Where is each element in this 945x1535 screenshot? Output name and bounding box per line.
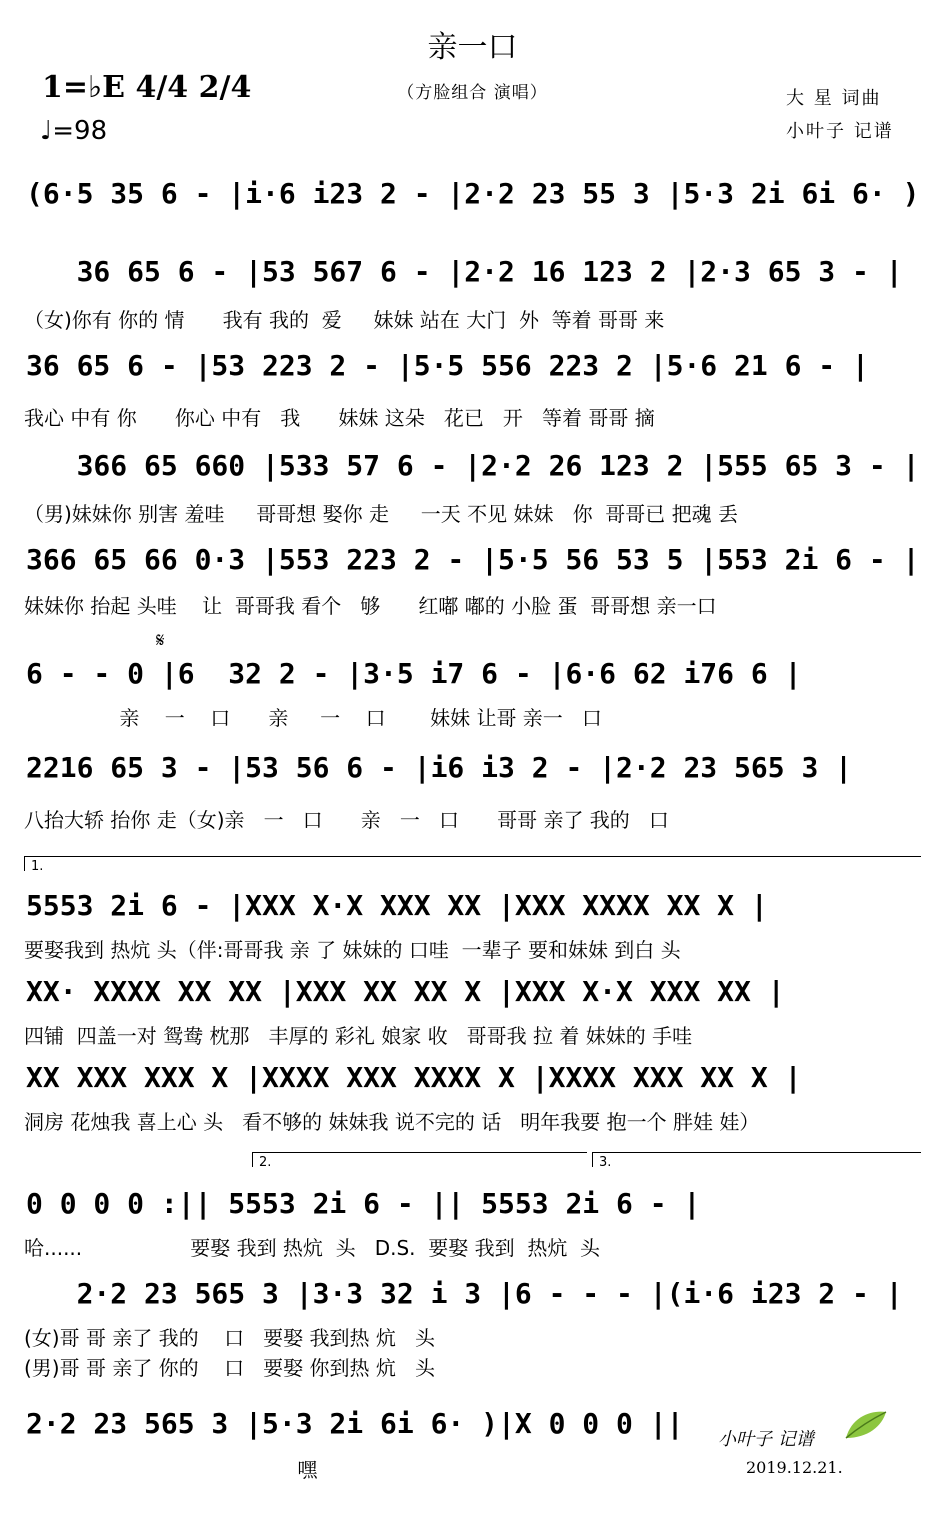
second-ending-bracket <box>252 1152 587 1170</box>
transcription-date: 2019.12.21. <box>746 1458 843 1477</box>
performer-subtitle: （方脸组合 演唱） <box>397 83 548 103</box>
notation-row-6: 6 - - 0 |6 32 2 - |3·5 i7 6 - |6·6 62 i76 6 | <box>26 657 802 690</box>
notation-row-4: 366 65 660 |533 57 6 - |2·2 26 123 2 |555 65 3 - | <box>26 449 920 482</box>
lyric-row-6: 八抬大轿 抬你 走（女)亲 一 口 亲 一 口 哥哥 亲了 我的 口 <box>24 808 669 832</box>
lyric-row-3: （男)妹妹你 别害 羞哇 哥哥想 娶你 走 一天 不见 妹妹 你 哥哥已 把魂 丢 <box>24 502 739 526</box>
lyric-row-12: (男)哥 哥 亲了 你的 口 要娶 你到热 炕 头 <box>24 1356 435 1380</box>
leaf-icon <box>842 1408 890 1442</box>
notation-row-5: 366 65 66 0·3 |553 223 2 - |5·5 56 53 5 |553 2i 6 - | <box>26 543 920 576</box>
transcriber-seal-name: 小叶子 记谱 <box>718 1429 814 1450</box>
lyric-row-9: 洞房 花烛我 喜上心 头 看不够的 妹妹我 说不完的 话 明年我要 抱一个 胖娃 娃） <box>24 1110 760 1134</box>
lyric-row-2: 我心 中有 你 你心 中有 我 妹妹 这朵 花已 开 等着 哥哥 摘 <box>24 406 655 430</box>
notation-row-8: 5553 2i 6 - |XXX X·X XXX XX |XXX XXXX XX X | <box>26 889 768 922</box>
notation-row-2: 36 65 6 - |53 567 6 - |2·2 16 123 2 |2·3 65 3 - | <box>26 255 903 288</box>
lyric-row-13: 嘿 <box>24 1458 318 1482</box>
lyric-row-11: (女)哥 哥 亲了 我的 口 要娶 我到热 炕 头 <box>24 1326 435 1350</box>
lyricist-composer-credit: 大 星 词曲 <box>786 88 882 109</box>
first-ending-label: 1. <box>31 859 44 874</box>
lyric-row-7: 要娶我到 热炕 头（伴:哥哥我 亲 了 妹妹的 口哇 一辈子 要和妹妹 到白 头 <box>24 938 681 962</box>
third-ending-bracket <box>592 1152 921 1170</box>
song-title: 亲一口 <box>427 30 518 65</box>
key-signature: 1=♭E 4/4 2/4 <box>42 70 252 105</box>
notation-row-3: 36 65 6 - |53 223 2 - |5·5 556 223 2 |5·6 21 6 - | <box>26 349 869 382</box>
lyric-row-4: 妹妹你 抬起 头哇 让 哥哥我 看个 够 红嘟 嘟的 小脸 蛋 哥哥想 亲一口 <box>24 594 717 618</box>
notation-row-1: (6·5 35 6 - |i·6 i23 2 - |2·2 23 55 3 |5·3 2i 6i 6· ) <box>26 177 920 210</box>
lyric-row-5: 亲 一 口 亲 一 口 妹妹 让哥 亲一 口 <box>24 706 602 730</box>
tempo-mark: ♩=98 <box>40 116 108 146</box>
notation-row-11: 0 0 0 0 :|| 5553 2i 6 - || 5553 2i 6 - | <box>26 1187 701 1220</box>
lyric-row-10: 哈...... 要娶 我到 热炕 头 D.S. 要娶 我到 热炕 头 <box>24 1236 601 1260</box>
lyric-row-8: 四铺 四盖一对 鸳鸯 枕那 丰厚的 彩礼 娘家 收 哥哥我 拉 着 妹妹的 手哇 <box>24 1024 693 1048</box>
third-ending-label: 3. <box>599 1155 612 1170</box>
first-ending-bracket <box>24 856 921 874</box>
notation-row-7: 2216 65 3 - |53 56 6 - |i6 i3 2 - |2·2 23 565 3 | <box>26 751 853 784</box>
notation-row-9: XX· XXXX XX XX |XXX XX XX X |XXX X·X XXX XX | <box>26 975 785 1008</box>
segno-sign: 𝄋 <box>156 628 165 652</box>
notation-row-13: 2·2 23 565 3 |5·3 2i 6i 6· )|X 0 0 0 || <box>26 1407 684 1440</box>
transcriber-credit: 小叶子 记谱 <box>786 121 894 142</box>
notation-row-12: 2·2 23 565 3 |3·3 32 i 3 |6 - - - |(i·6 i23 2 - | <box>26 1277 903 1310</box>
lyric-row-1: （女)你有 你的 情 我有 我的 爱 妹妹 站在 大门 外 等着 哥哥 来 <box>24 308 665 332</box>
second-ending-label: 2. <box>259 1155 272 1170</box>
notation-row-10: XX XXX XXX X |XXXX XXX XXXX X |XXXX XXX XX X | <box>26 1061 802 1094</box>
